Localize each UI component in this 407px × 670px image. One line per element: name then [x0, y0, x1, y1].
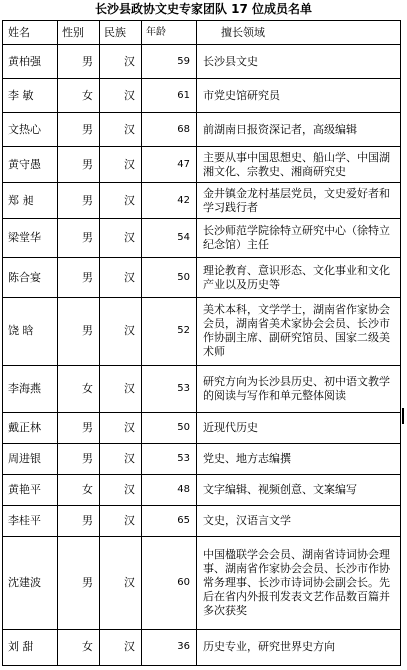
table-row — [3, 444, 401, 475]
header-age: 年龄 — [142, 21, 197, 45]
cell-ethnicity: 汉 — [100, 79, 142, 113]
cell-name: 黄柏强 — [3, 45, 58, 79]
cell-age: 54 — [142, 219, 197, 258]
cell-field: 前湖南日报资深记者，高级编辑 — [197, 113, 401, 147]
cell-field: 文字编辑、视频创意、文案编写 — [197, 475, 401, 506]
cell-name: 梁堂华 — [3, 219, 58, 258]
cell-gender: 男 — [58, 505, 100, 536]
cell-name: 文热心 — [3, 113, 58, 147]
cell-field: 中国楹联学会会员、湖南省诗词协会理事、湖南省作家协会会员、长沙市作协常务理事、长沙市诗词协会副会长。先后在省内外报刊发表文艺作品数百篇并多次获奖 — [197, 536, 401, 629]
cell-name: 戴正林 — [3, 413, 58, 444]
cell-name: 李海燕 — [3, 365, 58, 412]
cell-ethnicity: 汉 — [100, 113, 142, 147]
cell-field: 长沙师范学院徐特立研究中心（徐特立纪念馆）主任 — [197, 219, 401, 258]
header-gender: 性别 — [58, 21, 100, 45]
cell-age: 42 — [142, 183, 197, 219]
cell-gender: 女 — [58, 79, 100, 113]
table-row — [3, 475, 401, 506]
member-table — [2, 20, 401, 666]
cell-age: 60 — [142, 536, 197, 629]
table-row — [3, 219, 401, 258]
cell-field: 长沙县文史 — [197, 45, 401, 79]
cell-age: 50 — [142, 413, 197, 444]
cell-field: 党史、地方志编撰 — [197, 444, 401, 475]
cell-gender: 男 — [58, 413, 100, 444]
scan-edge-mark — [402, 408, 404, 424]
cell-ethnicity: 汉 — [100, 297, 142, 365]
table-row — [3, 147, 401, 183]
cell-name: 饶 晗 — [3, 297, 58, 365]
cell-age: 52 — [142, 297, 197, 365]
cell-age: 48 — [142, 475, 197, 506]
cell-gender: 女 — [58, 365, 100, 412]
cell-name: 黄守愚 — [3, 147, 58, 183]
cell-field: 市党史馆研究员 — [197, 79, 401, 113]
table-row — [3, 413, 401, 444]
table-row — [3, 113, 401, 147]
cell-age: 53 — [142, 444, 197, 475]
cell-gender: 男 — [58, 219, 100, 258]
cell-name: 沈建波 — [3, 536, 58, 629]
table-row — [3, 629, 401, 665]
table-row — [3, 365, 401, 412]
header-row — [3, 21, 401, 45]
cell-field: 金井镇金龙村基层党员，文史爱好者和学习践行者 — [197, 183, 401, 219]
cell-ethnicity: 汉 — [100, 147, 142, 183]
cell-gender: 男 — [58, 444, 100, 475]
cell-ethnicity: 汉 — [100, 413, 142, 444]
cell-gender: 男 — [58, 536, 100, 629]
cell-ethnicity: 汉 — [100, 629, 142, 665]
table-row — [3, 258, 401, 297]
cell-ethnicity: 汉 — [100, 183, 142, 219]
cell-age: 47 — [142, 147, 197, 183]
cell-name: 刘 甜 — [3, 629, 58, 665]
cell-ethnicity: 汉 — [100, 258, 142, 297]
header-ethnicity: 民族 — [100, 21, 142, 45]
cell-field: 研究方向为长沙县历史、初中语文教学的阅读与写作和单元整体阅读 — [197, 365, 401, 412]
cell-gender: 女 — [58, 629, 100, 665]
cell-ethnicity: 汉 — [100, 219, 142, 258]
cell-name: 郑 昶 — [3, 183, 58, 219]
cell-gender: 男 — [58, 45, 100, 79]
table-row — [3, 45, 401, 79]
page-title: 长沙县政协文史专家团队 17 位成员名单 — [94, 2, 313, 16]
cell-field: 理论教育、意识形态、文化事业和文化产业以及历史等 — [197, 258, 401, 297]
header-field: 擅长领域 — [197, 21, 401, 45]
cell-gender: 男 — [58, 113, 100, 147]
cell-ethnicity: 汉 — [100, 45, 142, 79]
cell-gender: 男 — [58, 183, 100, 219]
cell-field: 历史专业，研究世界史方向 — [197, 629, 401, 665]
cell-ethnicity: 汉 — [100, 536, 142, 629]
cell-name: 周进银 — [3, 444, 58, 475]
cell-age: 36 — [142, 629, 197, 665]
cell-name: 李桂平 — [3, 505, 58, 536]
cell-field: 文史，汉语言文学 — [197, 505, 401, 536]
cell-ethnicity: 汉 — [100, 365, 142, 412]
cell-name: 黄艳平 — [3, 475, 58, 506]
table-row — [3, 183, 401, 219]
cell-name: 李 敏 — [3, 79, 58, 113]
cell-age: 53 — [142, 365, 197, 412]
cell-age: 50 — [142, 258, 197, 297]
cell-gender: 男 — [58, 297, 100, 365]
cell-gender: 男 — [58, 258, 100, 297]
cell-field: 美术本科，文学学士，湖南省作家协会会员，湖南省美术家协会会员、长沙市作协副主席、副研究馆员、国家二级美术师 — [197, 297, 401, 365]
header-name: 姓名 — [3, 21, 58, 45]
cell-age: 61 — [142, 79, 197, 113]
cell-ethnicity: 汉 — [100, 475, 142, 506]
cell-ethnicity: 汉 — [100, 505, 142, 536]
table-row — [3, 79, 401, 113]
cell-gender: 男 — [58, 147, 100, 183]
cell-field: 主要从事中国思想史、船山学、中国湖湘文化、宗教史、湘商研究史 — [197, 147, 401, 183]
cell-name: 陈合宴 — [3, 258, 58, 297]
cell-age: 65 — [142, 505, 197, 536]
table-row — [3, 505, 401, 536]
cell-field: 近现代历史 — [197, 413, 401, 444]
cell-age: 59 — [142, 45, 197, 79]
table-row — [3, 536, 401, 629]
table-row — [3, 297, 401, 365]
cell-ethnicity: 汉 — [100, 444, 142, 475]
member-table-container — [2, 20, 400, 666]
cell-age: 68 — [142, 113, 197, 147]
cell-gender: 女 — [58, 475, 100, 506]
